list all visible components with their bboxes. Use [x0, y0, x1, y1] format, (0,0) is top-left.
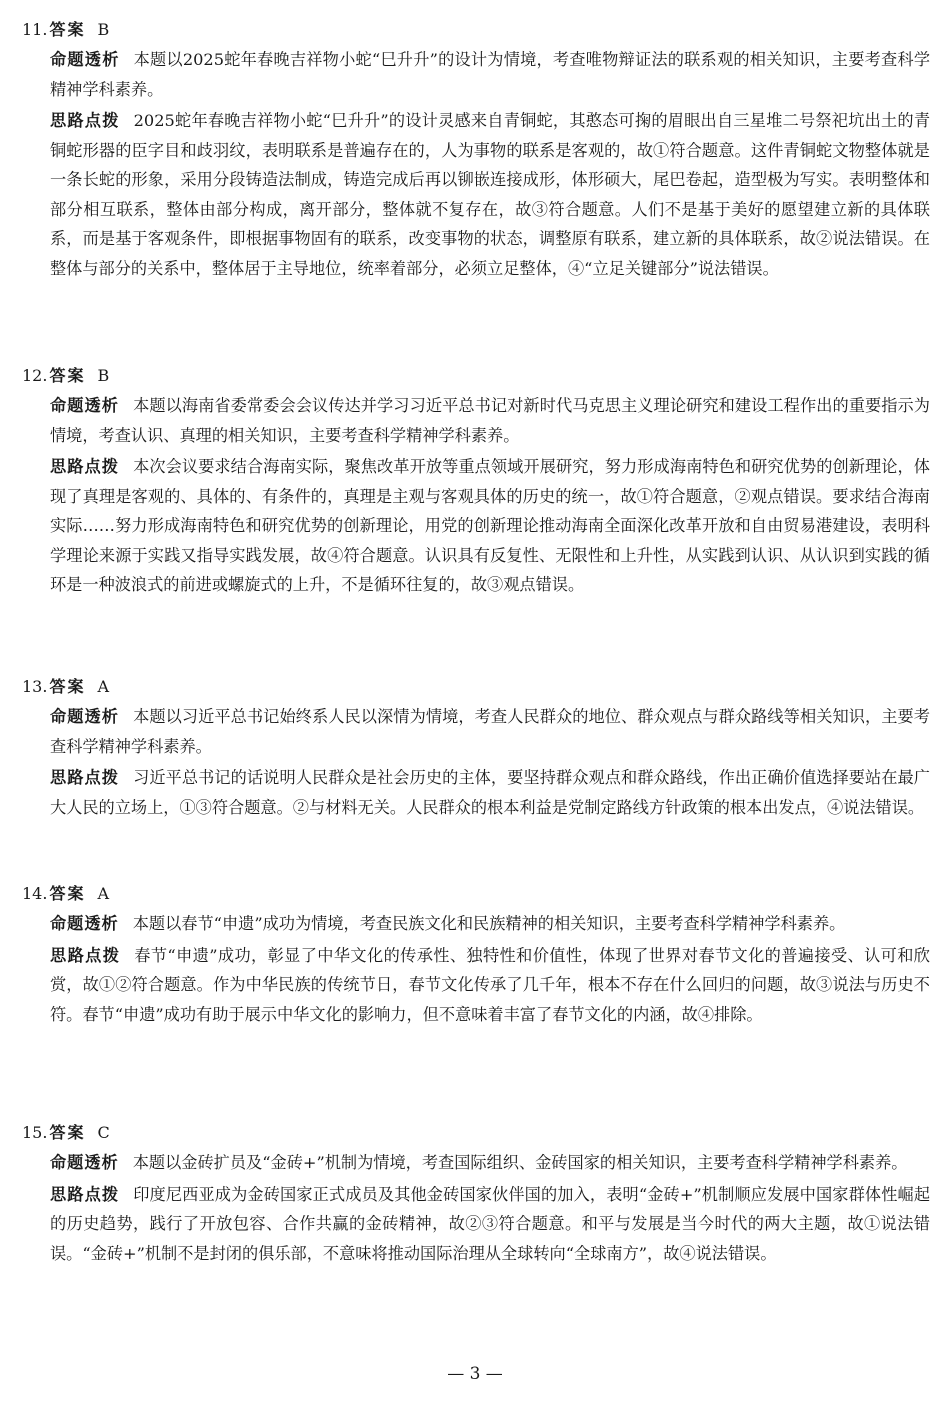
question-number: 15.	[22, 1123, 48, 1142]
question-number: 12.	[22, 366, 48, 385]
analysis-label: 命题透析	[50, 914, 119, 933]
analysis-paragraph	[50, 909, 930, 939]
page-number: — 3 —	[447, 1364, 503, 1384]
hint-text: 印度尼西亚成为金砖国家正式成员及其他金砖国家伙伴国的加入，表明“金砖+”机制顺应发展中国家群体性崛起的历史趋势，践行了开放包容、合作共赢的金砖精神，故②③符合题意。和平与发展是当今时代的两大主题，故①说法错误。“金砖+”机制不是封闭的俱乐部，不意味将推动国际治理从全球转向“全球南方”，故④说法错误。	[50, 1184, 931, 1263]
analysis-text: 本题以金砖扩员及“金砖+”机制为情境，考查国际组织、金砖国家的相关知识，主要考查科学精神学科素养。	[132, 1153, 908, 1172]
analysis-text: 本题以习近平总书记始终系人民以深情为情境，考查人民群众的地位、群众观点与群众路线等相关知识，主要考查科学精神学科素养。	[50, 707, 930, 756]
answer-label: 答案	[49, 366, 86, 385]
answer-value: A	[97, 884, 110, 903]
answer-label: 答案	[49, 884, 86, 903]
question-13	[0, 675, 930, 822]
hint-label: 思路点拨	[50, 457, 120, 476]
answer-value: C	[97, 1123, 110, 1142]
hint-paragraph	[50, 452, 930, 600]
answer-line	[22, 675, 928, 699]
question-11	[0, 18, 930, 283]
question-14	[0, 882, 930, 1029]
analysis-label: 命题透析	[50, 396, 120, 415]
answer-line	[22, 364, 928, 388]
answer-line	[22, 18, 928, 42]
answer-label: 答案	[49, 20, 86, 39]
question-number: 11.	[22, 20, 48, 39]
hint-label: 思路点拨	[50, 945, 121, 965]
answer-value: B	[97, 20, 110, 39]
answer-value: B	[97, 366, 110, 385]
hint-text: 2025蛇年春晚吉祥物小蛇“巳升升”的设计灵感来自青铜蛇，其憨态可掬的眉眼出自三星堆二号祭祀坑出土的青铜蛇形器的臣字目和歧羽纹，表明联系是普遍存在的，人为事物的联系是客观的，故①符合题意。这件青铜蛇文物整体就是一条长蛇的形象，采用分段铸造法制成，铸造完成后再以铆嵌连接成形，体形硕大，尾巴卷起，造型极为写实。表明整体和部分相互联系，整体由部分构成，离开部分，整体就不复存在，故③符合题意。人们不是基于美好的愿望建立新的具体联系，而是基于客观条件，即根据事物固有的联系，改变事物的状态，调整原有联系，建立新的具体联系，故②说法错误。在整体与部分的关系中，整体居于主导地位，统率着部分，必须立足整体，④“立足关键部分”说法错误。	[50, 111, 931, 278]
hint-paragraph	[50, 106, 930, 283]
analysis-text: 本题以2025蛇年春晚吉祥物小蛇“巳升升”的设计为情境，考查唯物辩证法的联系观的相关知识，主要考查科学精神学科素养。	[50, 50, 931, 99]
analysis-paragraph	[50, 702, 930, 761]
analysis-label: 命题透析	[50, 707, 120, 726]
hint-text: 本次会议要求结合海南实际，聚焦改革开放等重点领域开展研究，努力形成海南特色和研究优势的创新理论，体现了真理是客观的、具体的、有条件的，真理是主观与客观具体的历史的统一，故①符合题意，②观点错误。要求结合海南实际……努力形成海南特色和研究优势的创新理论，用党的创新理论推动海南全面深化改革开放和自由贸易港建设，表明科学理论来源于实践又指导实践发展，故④符合题意。认识具有反复性、无限性和上升性，从实践到认识、从认识到实践的循环是一种波浪式的前进或螺旋式的上升，不是循环往复的，故③观点错误。	[50, 457, 930, 594]
answer-line	[22, 882, 928, 906]
hint-label: 思路点拨	[50, 111, 120, 130]
question-15	[0, 1121, 930, 1268]
hint-paragraph	[50, 763, 930, 822]
answer-label: 答案	[49, 677, 86, 696]
answer-line	[22, 1121, 928, 1145]
answer-value: A	[97, 677, 110, 696]
question-12	[0, 364, 930, 600]
hint-text: 习近平总书记的话说明人民群众是社会历史的主体，要坚持群众观点和群众路线，作出正确价值选择要站在最广大人民的立场上，①③符合题意。②与材料无关。人民群众的根本利益是党制定路线方针政策的根本出发点，④说法错误。	[50, 768, 930, 817]
hint-paragraph	[50, 941, 930, 1030]
analysis-paragraph	[50, 1148, 930, 1178]
analysis-text: 本题以海南省委常委会会议传达并学习习近平总书记对新时代马克思主义理论研究和建设工程作出的重要指示为情境，考查认识、真理的相关知识，主要考查科学精神学科素养。	[50, 396, 930, 445]
hint-label: 思路点拨	[50, 768, 120, 787]
hint-text: 春节“申遗”成功，彰显了中华文化的传承性、独特性和价值性，体现了世界对春节文化的普遍接受、认可和欣赏，故①②符合题意。作为中华民族的传统节日，春节文化传承了几千年，根本不存在什么回归的问题，故③说法与历史不符。春节“申遗”成功有助于展示中华文化的影响力，但不意味着丰富了春节文化的内涵，故④排除。	[50, 945, 930, 1024]
analysis-paragraph	[50, 391, 930, 450]
question-number: 13.	[22, 677, 48, 696]
hint-paragraph	[50, 1180, 930, 1269]
analysis-paragraph	[50, 45, 930, 104]
analysis-text: 本题以春节“申遗”成功为情境，考查民族文化和民族精神的相关知识，主要考查科学精神学科素养。	[132, 914, 846, 933]
analysis-label: 命题透析	[50, 1153, 119, 1172]
question-number: 14.	[22, 884, 48, 903]
hint-label: 思路点拨	[50, 1184, 120, 1204]
answer-label: 答案	[49, 1123, 86, 1142]
analysis-label: 命题透析	[50, 50, 120, 69]
